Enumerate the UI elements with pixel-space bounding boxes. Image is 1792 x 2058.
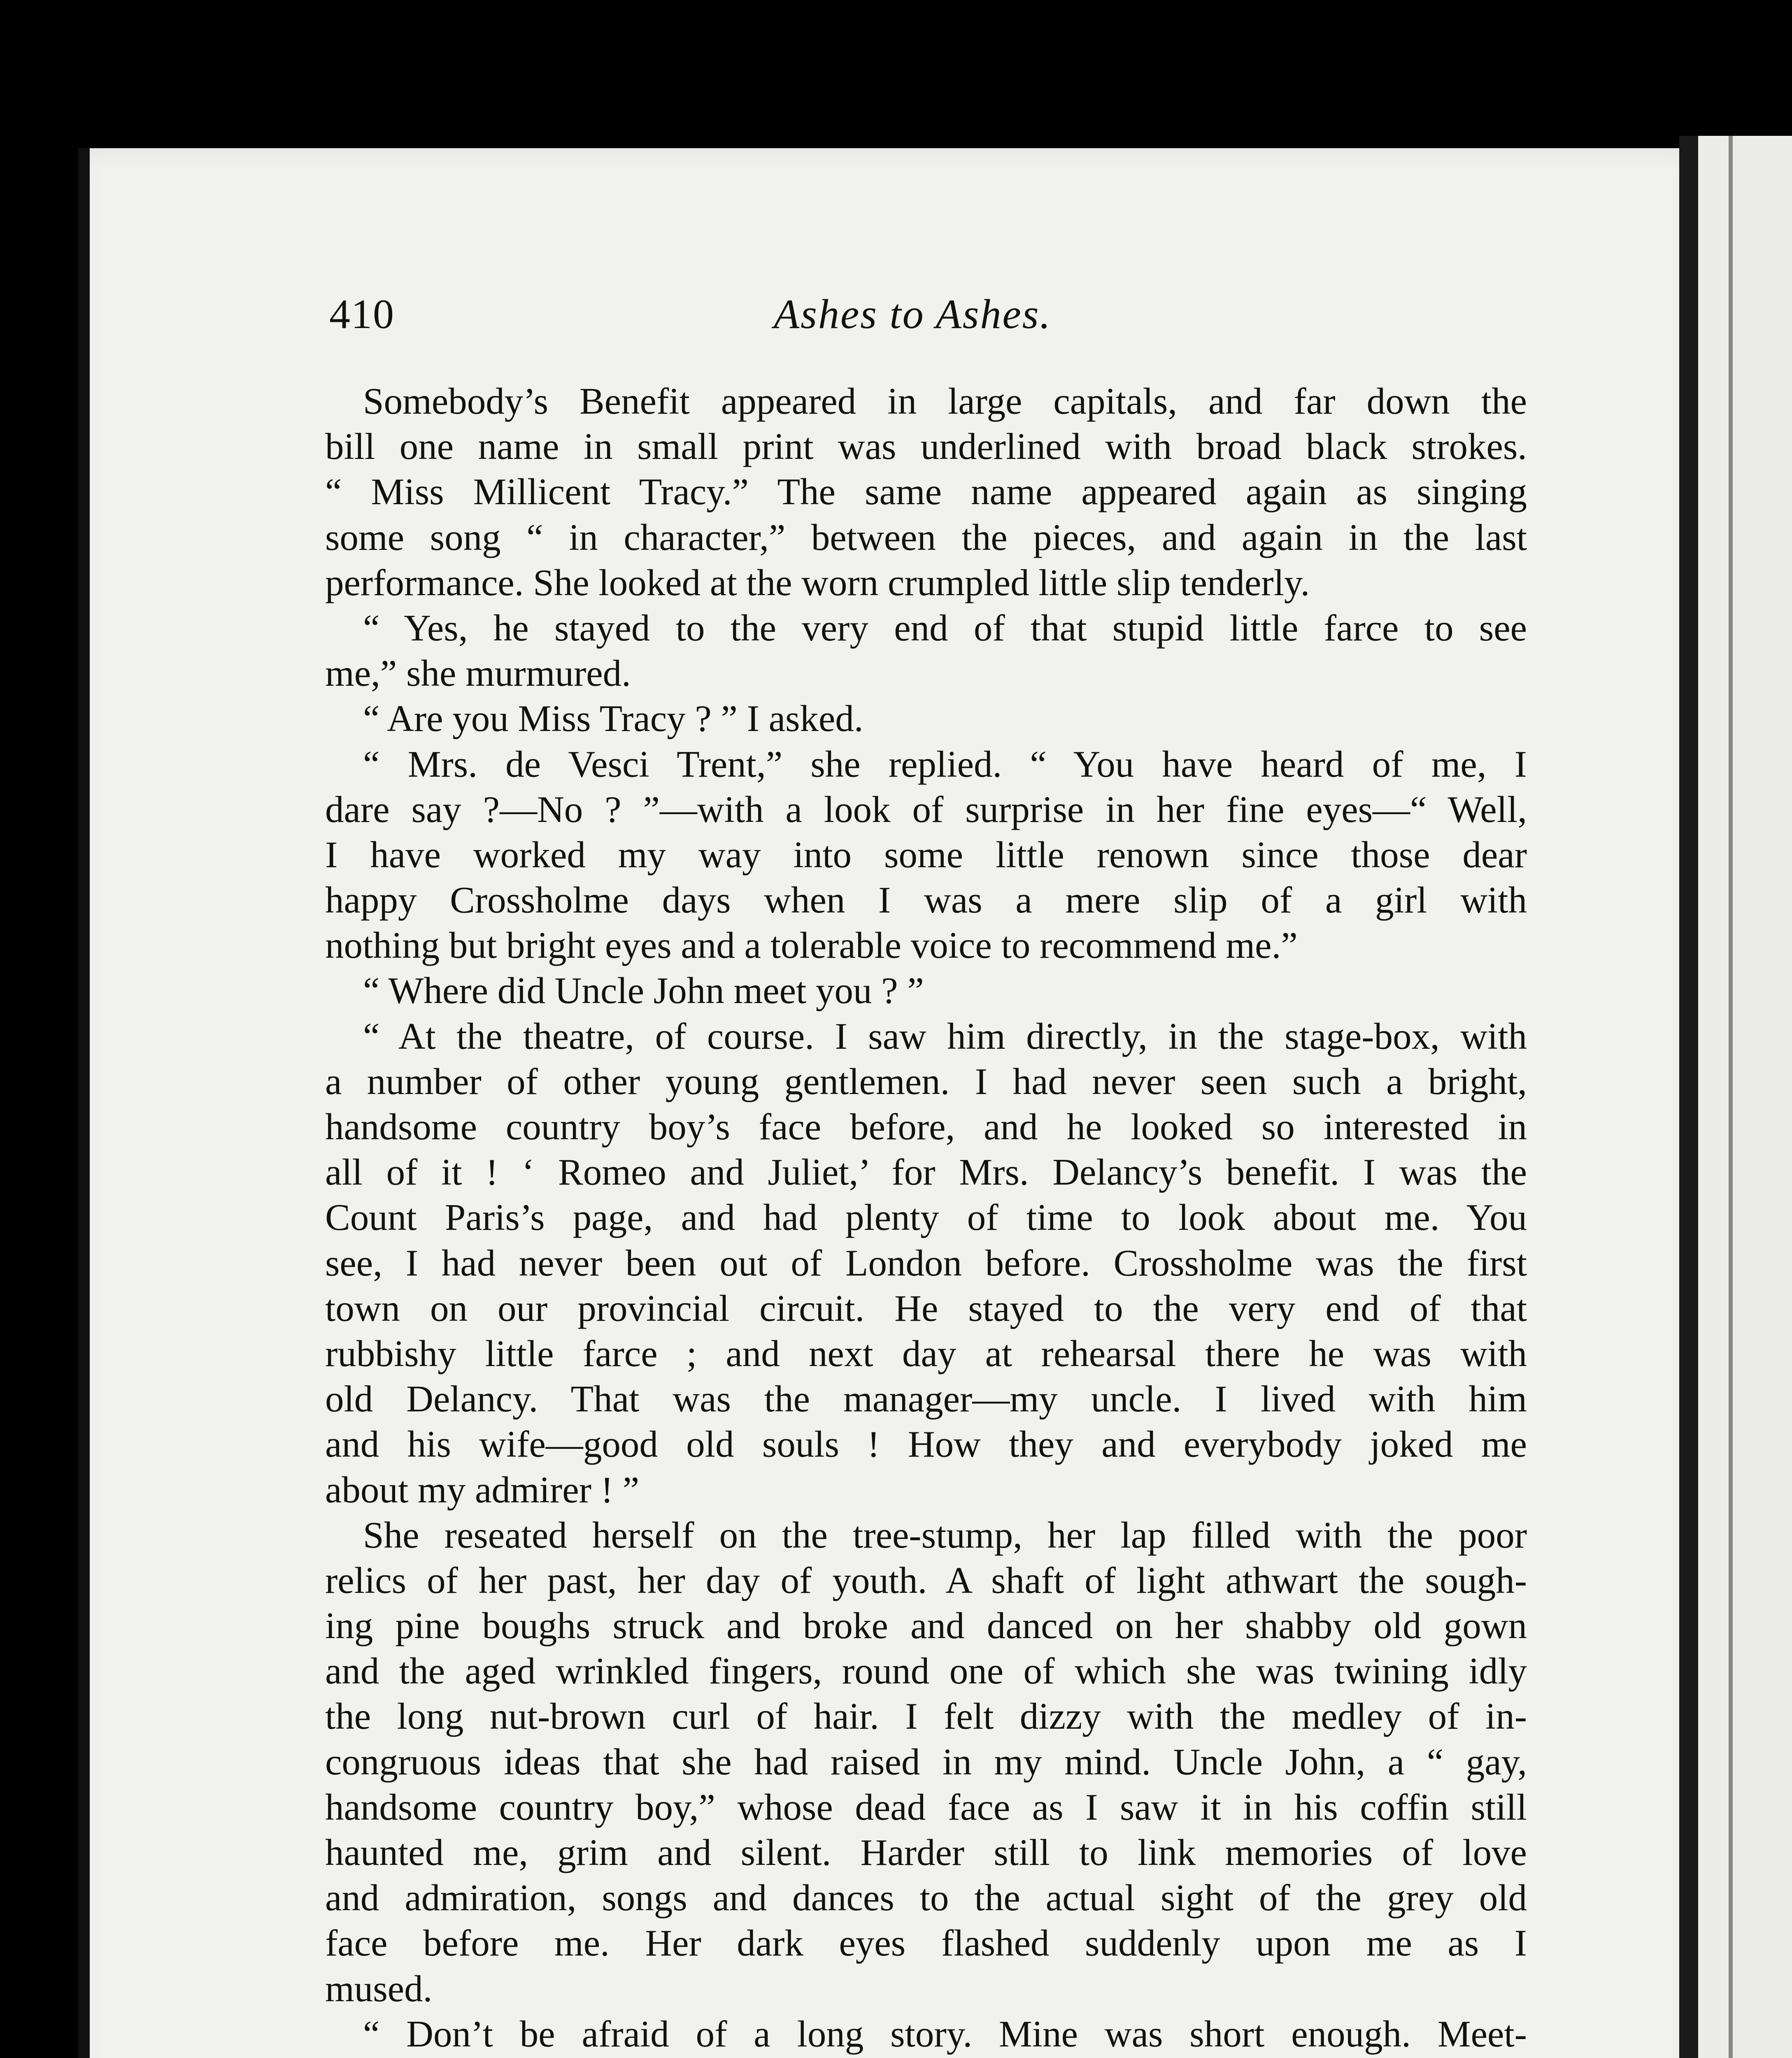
text-line: face before me. Her dark eyes flashed suddenly upon me as I [325,1922,1527,1964]
gutter-shadow [1679,136,1698,2058]
text-line: handsome country boy,” whose dead face as I saw it in his coffin still [325,1786,1527,1828]
text-line: all of it ! ‘ Romeo and Juliet,’ for Mrs. Delancy’s benefit. I was the [325,1151,1527,1193]
text-line: and his wife—good old souls ! How they and everybody joked me [325,1423,1527,1465]
text-line: see, I had never been out of London before. Crossholme was the first [325,1242,1527,1284]
text-line: “ Yes, he stayed to the very end of that stupid little farce to see [363,607,1527,649]
text-line: bill one name in small print was underlined with broad black strokes. [325,426,1527,468]
text-line: town on our provincial circuit. He stayed to the very end of that [325,1287,1527,1329]
text-line: old Delancy. That was the manager—my uncle. I lived with him [325,1378,1527,1420]
page-number: 410 [329,291,395,338]
text-line: rubbishy little farce ; and next day at rehearsal there he was with [325,1332,1527,1374]
page-edge-line [1729,136,1733,2058]
text-line: some song “ in character,” between the pieces, and again in the last [325,516,1527,558]
text-line: dare say ?—No ? ”—with a look of surprise in her fine eyes—“ Well, [325,788,1527,830]
text-line: “ Are you Miss Tracy ? ” I asked. [363,698,863,740]
text-line: nothing but bright eyes and a tolerable voice to recommend me.” [325,924,1298,966]
text-line: Somebody’s Benefit appeared in large capitals, and far down the [363,380,1527,422]
text-line: “ Mrs. de Vesci Trent,” she replied. “ You have heard of me, I [363,743,1527,785]
text-line: Count Paris’s page, and had plenty of time to look about me. You [325,1197,1527,1239]
text-line: performance. She looked at the worn crumpled little slip tenderly. [325,561,1310,603]
text-line: “ At the theatre, of course. I saw him directly, in the stage-box, with [363,1015,1527,1057]
text-line: and the aged wrinkled fingers, round one of which she was twining idly [325,1650,1527,1692]
text-line: a number of other young gentlemen. I had never seen such a bright, [325,1060,1527,1102]
text-line: me,” she murmured. [325,652,631,694]
page-left-edge [78,148,90,2058]
text-line: and admiration, songs and dances to the actual sight of the grey old [325,1877,1527,1919]
text-line: haunted me, grim and silent. Harder still to link memories of love [325,1832,1527,1873]
text-line: ing pine boughs struck and broke and danced on her shabby old gown [325,1605,1527,1647]
text-line: congruous ideas that she had raised in my mind. Uncle John, a “ gay, [325,1741,1527,1783]
text-line: the long nut-brown curl of hair. I felt dizzy with the medley of in- [325,1695,1527,1737]
running-header [329,290,1523,348]
running-title: Ashes to Ashes. [774,291,1052,338]
text-line: happy Crossholme days when I was a mere slip of a girl with [325,879,1527,921]
text-line: “ Don’t be afraid of a long story. Mine was short enough. Meet- [363,2013,1527,2055]
text-line: She reseated herself on the tree-stump, her lap filled with the poor [363,1514,1527,1556]
text-line: mused. [325,1967,433,2009]
text-line: handsome country boy’s face before, and he looked so interested in [325,1106,1527,1148]
text-line: “ Where did Uncle John meet you ? ” [363,970,924,1012]
text-line: “ Miss Millicent Tracy.” The same name appeared again as singing [325,471,1527,513]
body-text [325,379,1527,2058]
text-line: relics of her past, her day of youth. A shaft of light athwart the sough- [325,1559,1527,1601]
text-line: about my admirer ! ” [325,1469,640,1511]
text-line: I have worked my way into some little renown since those dear [325,833,1527,875]
